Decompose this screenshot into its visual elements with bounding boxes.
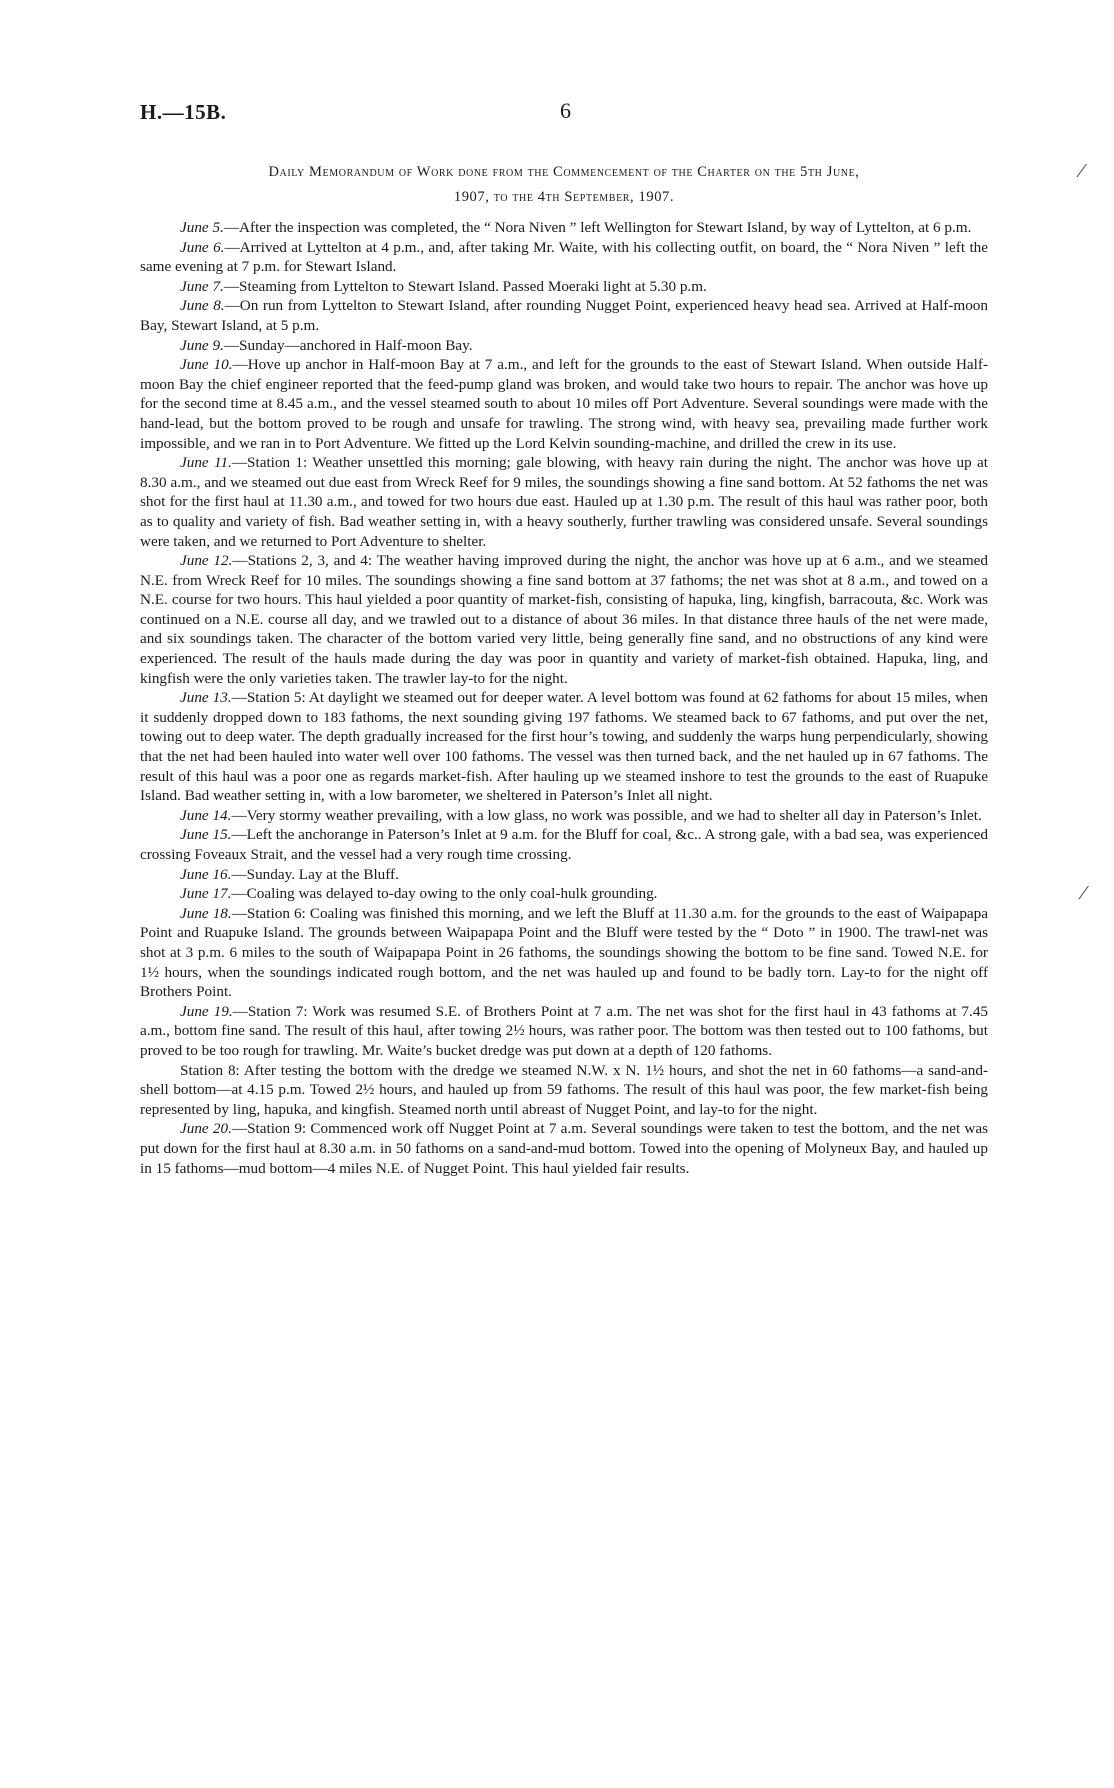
entry-text: —Station 5: At daylight we steamed out for deeper water. A level bottom was found at 62 fathoms for about 15 miles, when it suddenly dropped down to 183 fathoms, the next sounding giving 197 fathoms. We steamed back to 67 fathoms, and put over the net, towing out to deep water. The depth gradually increased for the first hour’s towing, and suddenly the warps hung perpendicularly, showing that the net had been hauled into water well over 100 fathoms. The vessel was then turned back, and the net hauled up in 67 fathoms. The result of this haul was a poor one as regards market-fish. After hauling up we steamed inshore to test the grounds to the east of Ruapuke Island. Bad weather setting in, with a low barometer, we sheltered in Paterson’s Inlet all night.	[140, 689, 988, 805]
diary-entry	[140, 336, 988, 356]
diary-entry	[140, 904, 988, 1002]
margin-tick-mark: ⁄	[1080, 160, 1084, 182]
entry-text: —Station 1: Weather unsettled this morning; gale blowing, with heavy rain during the night. The anchor was hove up at 8.30 a.m., and we steamed out due east from Wreck Reef for 9 miles, the soundings showing a fine sand bottom. At 52 fathoms the net was shot for the first haul at 11.30 a.m., and towed for two hours due east. Hauled up at 1.30 p.m. The result of this haul was rather poor, both as to quality and variety of fish. Bad weather setting in, with a heavy southerly, further trawling was considered unsafe. Several soundings were taken, and we returned to Port Adventure to shelter.	[140, 454, 989, 550]
entry-text: —Very stormy weather prevailing, with a low glass, no work was possible, and we had to shelter all day in Paterson’s Inlet.	[231, 806, 982, 824]
diary-entry	[140, 688, 988, 806]
entry-text: —Station 7: Work was resumed S.E. of Brothers Point at 7 a.m. The net was shot for the first haul in 43 fathoms at 7.45 a.m., bottom fine sand. The result of this haul, after towing 2½ hours, was rather poor. The bottom was then tested out to 100 fathoms, but proved to be too rough for trawling. Mr. Waite’s bucket dredge was put down at a depth of 120 fathoms.	[140, 1002, 989, 1059]
entry-date: June 7.	[180, 277, 224, 295]
document-page	[140, 96, 988, 1178]
diary-entry	[140, 296, 988, 335]
entry-text: —Station 6: Coaling was finished this morning, and we left the Bluff at 11.30 a.m. for the grounds to the east of Waipapapa Point and Ruapuke Island. The grounds between Waipapapa Point and the Bluff were tested by the “ Doto ” in 1900. The trawl-net was shot at 3 p.m. 6 miles to the south of Waipapapa Point in 26 fathoms, the soundings showing the bottom to be fine sand. Towed N.E. for 1½ hours, when the soundings indicated rough bottom, and the net was hauled up and found to be badly torn. Lay-to for the night off Brothers Point.	[140, 904, 989, 1001]
entry-date: June 15.	[180, 826, 232, 844]
entry-date: June 6.	[180, 238, 225, 256]
entry-text: —Coaling was delayed to-day owing to the only coal-hulk grounding.	[231, 885, 658, 903]
margin-tick-mark: ⁄	[1082, 882, 1086, 904]
entry-date: June 13.	[180, 689, 232, 707]
diary-entry	[140, 277, 988, 297]
diary-entry	[140, 1002, 988, 1061]
entry-text: —Arrived at Lyttelton at 4 p.m., and, after taking Mr. Waite, with his collecting outfit, on board, the “ Nora Niven ” left the same evening at 7 p.m. for Stewart Island.	[140, 238, 988, 276]
diary-entry	[140, 806, 988, 826]
entry-text: —Sunday. Lay at the Bluff.	[231, 865, 399, 883]
diary-entry	[140, 825, 988, 864]
diary-entry	[140, 453, 988, 551]
entry-date: June 14.	[180, 806, 232, 824]
entry-text: Station 8: After testing the bottom with the dredge we steamed N.W. x N. 1½ hours, and shot the net in 60 fathoms—a sand-and-shell bottom—at 4.15 p.m. Towed 2½ hours, and hauled up from 59 fathoms. The result of this haul was poor, the few market-fish being represented by ling, hapuka, and kingfish. Steamed north until abreast of Nugget Point, and lay-to for the night.	[140, 1061, 988, 1118]
page-number: 6	[560, 98, 571, 123]
entry-date: June 11.	[180, 454, 232, 472]
entry-text: —Hove up anchor in Half-moon Bay at 7 a.m., and left for the grounds to the east of Stewart Island. When outside Half-moon Bay the chief engineer reported that the feed-pump gland was broken, and would take two hours to repair. The anchor was hove up for the second time at 8.45 a.m., and the vessel steamed south to about 10 miles off Port Adventure. Several soundings were made with the hand-lead, but the bottom proved to be rough and unsafe for trawling. The strong wind, with heavy sea, prevailing made further work impossible, and we ran in to Port Adventure. We fitted up the Lord Kelvin sounding-machine, and drilled the crew in its use.	[140, 356, 989, 452]
entry-date: June 17.	[180, 885, 232, 903]
page-header	[140, 96, 988, 136]
entry-date: June 12.	[180, 552, 233, 570]
entry-date: June 19.	[180, 1002, 233, 1020]
entry-text: —Steaming from Lyttelton to Stewart Island. Passed Moeraki light at 5.30 p.m.	[223, 277, 707, 295]
entry-date: June 16.	[180, 865, 232, 883]
diary-entries	[140, 218, 988, 1178]
entry-text: —On run from Lyttelton to Stewart Island, after rounding Nugget Point, experienced heavy head sea. Arrived at Half-moon Bay, Stewart Island, at 5 p.m.	[140, 297, 988, 334]
entry-date: June 8.	[180, 297, 225, 315]
diary-entry	[140, 218, 988, 238]
entry-date: June 20.	[180, 1120, 232, 1138]
title-line-2: 1907, to the 4th September, 1907.	[453, 189, 675, 205]
entry-text: —Station 9: Commenced work off Nugget Point at 7 a.m. Several soundings were taken to test the bottom, and the net was put down for the first haul at 8.30 a.m. in 50 fathoms on a sand-and-mud bottom. Towed into the opening of Molyneux Bay, and hauled up in 15 fathoms—mud bottom—4 miles N.E. of Nugget Point. This haul yielded fair results.	[140, 1120, 989, 1177]
entry-date: June 9.	[180, 336, 224, 354]
diary-entry	[140, 355, 988, 453]
document-reference: H.—15B.	[140, 100, 227, 124]
entry-date: June 5.	[180, 219, 224, 236]
diary-entry	[140, 1061, 988, 1120]
entry-text: —Left the anchorange in Paterson’s Inlet at 9 a.m. for the Bluff for coal, &c.. A strong gale, with a bad sea, was experienced crossing Foveaux Strait, and the vessel had a very rough time crossing.	[140, 826, 988, 863]
diary-entry	[140, 865, 988, 885]
diary-entry	[140, 238, 988, 277]
memorandum-title	[140, 160, 988, 210]
entry-text: —After the inspection was completed, the “ Nora Niven ” left Wellington for Stewart Island, by way of Lyttelton, at 6 p.m.	[223, 219, 972, 236]
title-line-1: Daily Memorandum of Work done from the Commencement of the Charter on the 5th June,	[268, 164, 860, 180]
entry-date: June 10.	[180, 356, 233, 374]
entry-text: —Sunday—anchored in Half-moon Bay.	[223, 336, 473, 354]
diary-entry	[140, 884, 988, 904]
diary-entry	[140, 551, 988, 688]
entry-text: —Stations 2, 3, and 4: The weather having improved during the night, the anchor was hove up at 6 a.m., and we steamed N.E. from Wreck Reef for 10 miles. The soundings showing a fine sand bottom at 37 fathoms; the net was shot at 8 a.m., and towed on a N.E. course for two hours. This haul yielded a poor quantity of market-fish, consisting of hapuka, ling, kingfish, barracouta, &c. Work was continued on a N.E. course all day, and we trawled out to a distance of about 36 miles. In that distance three hauls of the net were made, and six soundings taken. The character of the bottom varied very little, being generally fine sand, and no obstructions of any kind were experienced. The result of the hauls made during the day was poor in quantity and variety of market-fish obtained. Hapuka, ling, and kingfish were the only varieties taken. The trawler lay-to for the night.	[140, 552, 989, 687]
entry-date: June 18.	[180, 904, 232, 922]
diary-entry	[140, 1119, 988, 1178]
